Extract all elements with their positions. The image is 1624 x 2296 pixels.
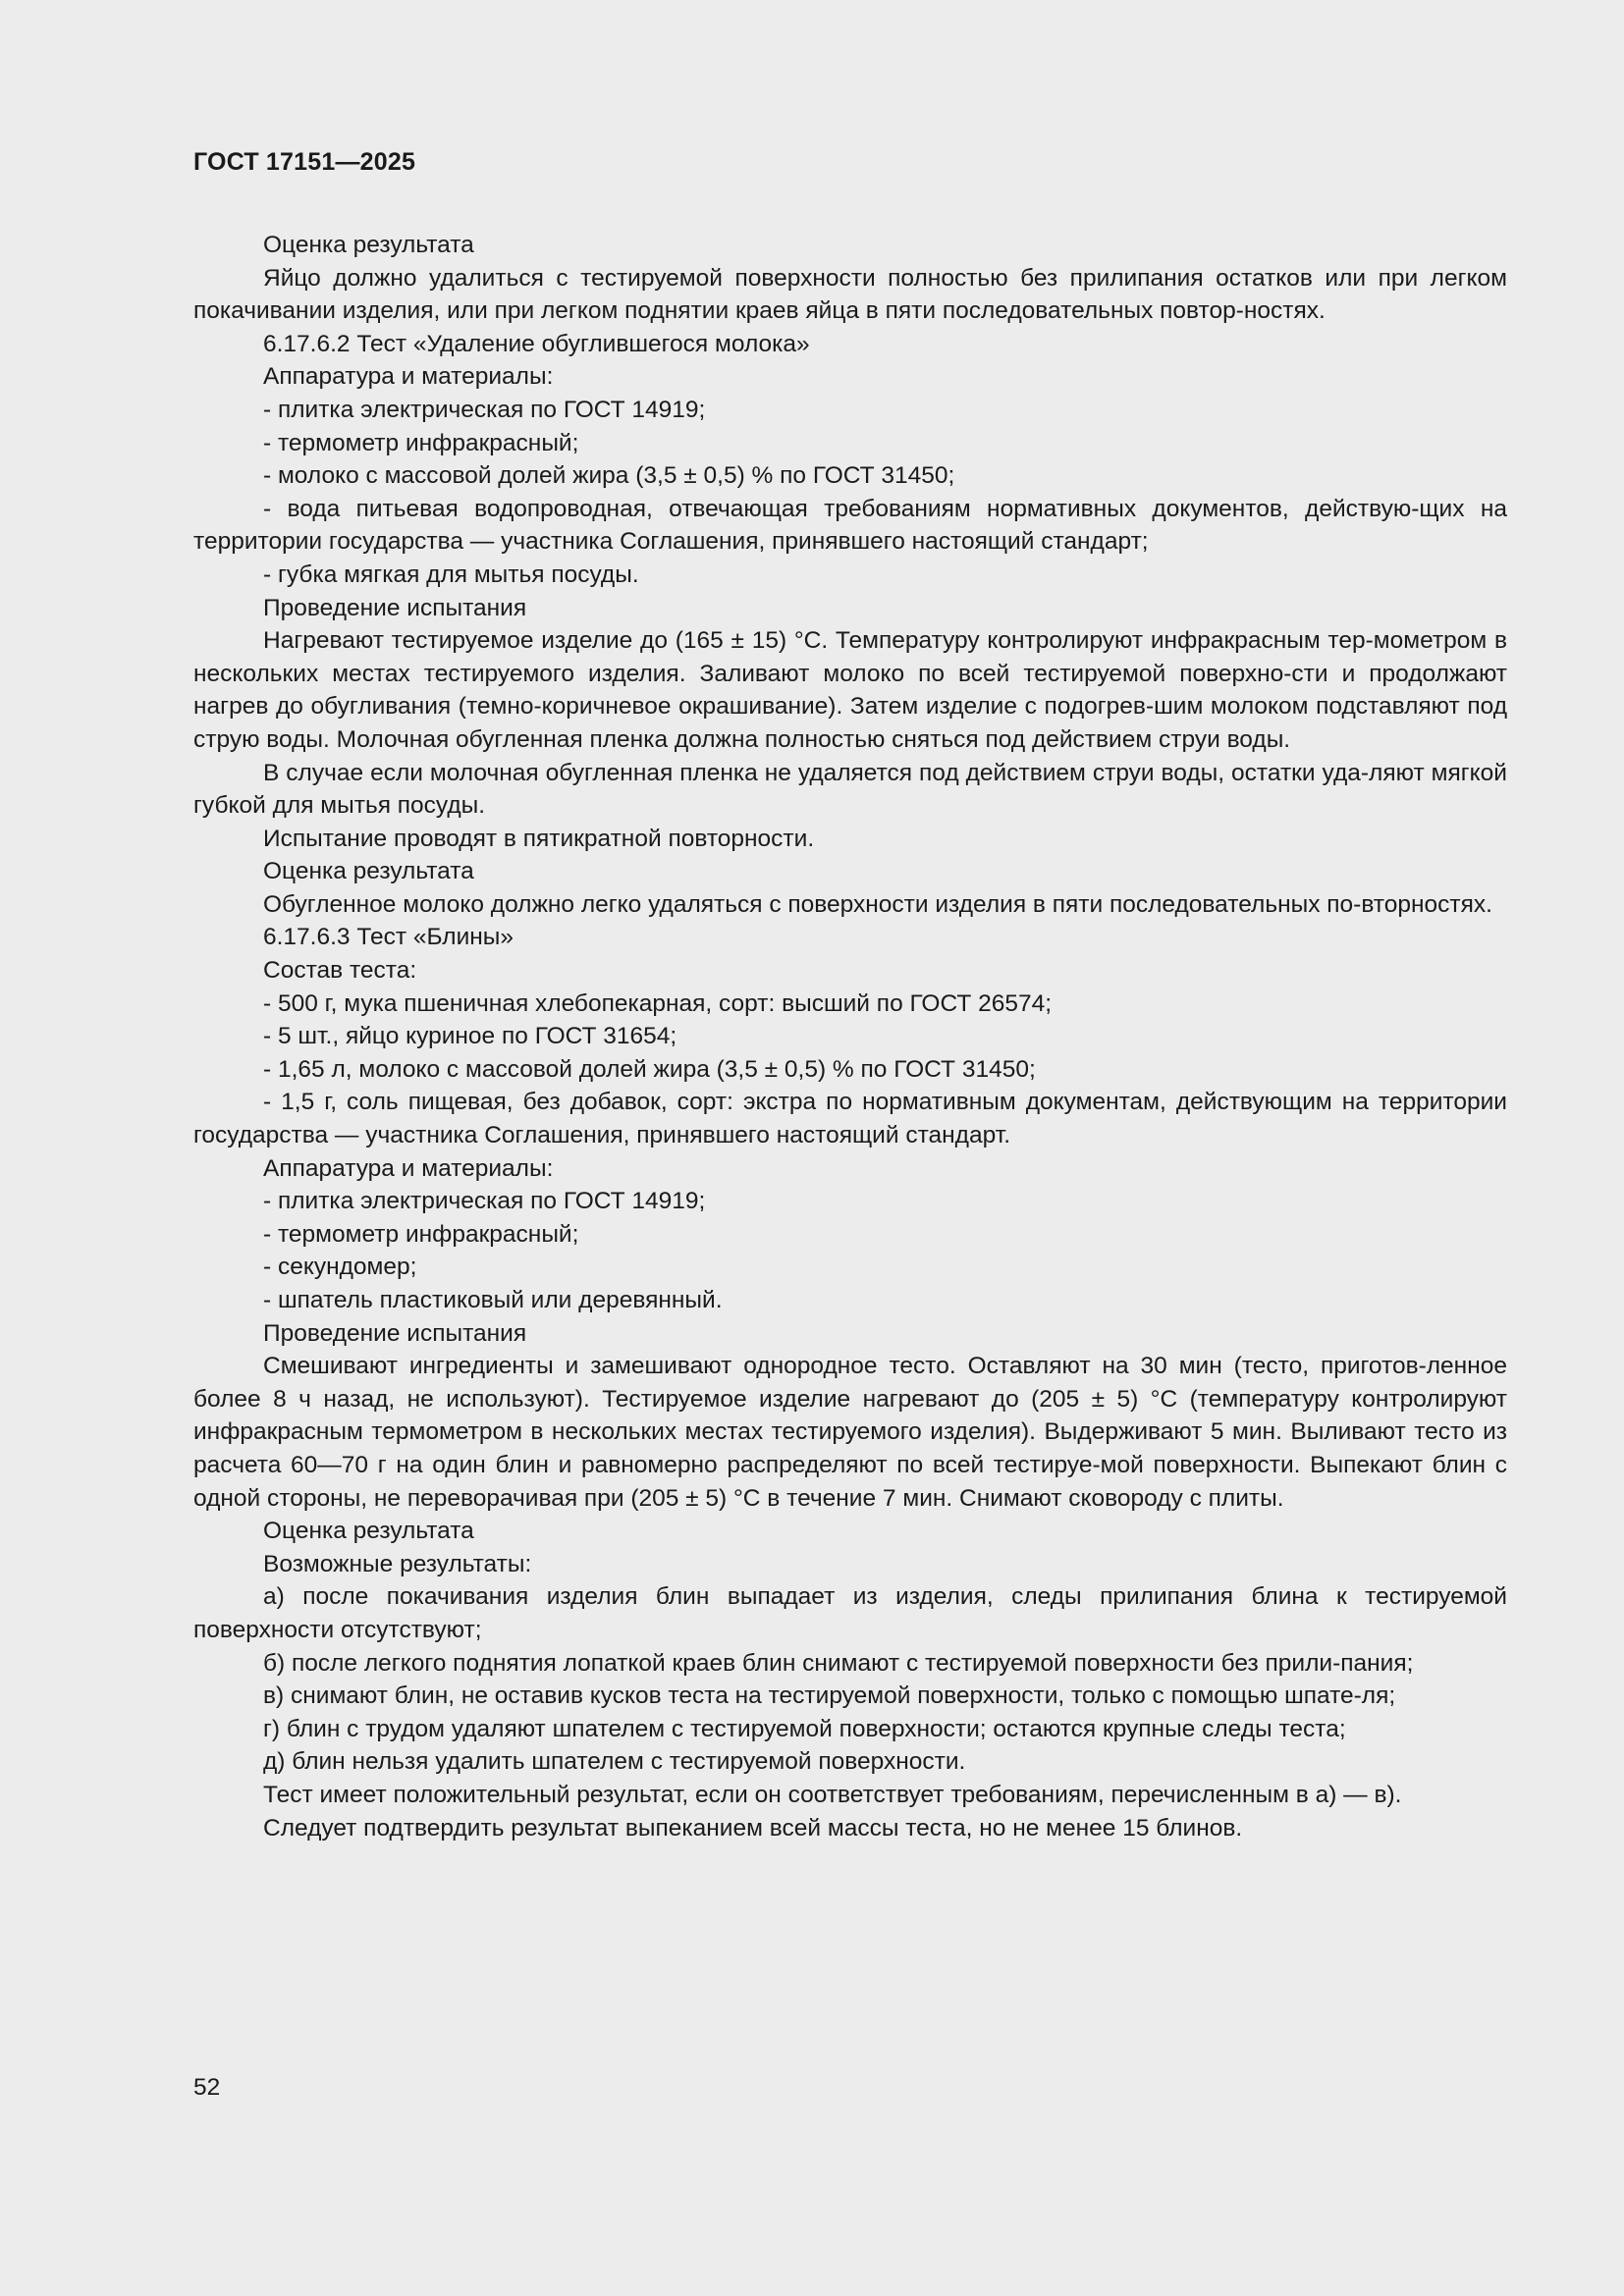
paragraph: Проведение испытания [263,1319,527,1347]
paragraph: - плитка электрическая по ГОСТ 14919; [263,396,706,423]
paragraph: - губка мягкая для мытья посуды. [263,561,639,588]
paragraph: - 1,65 л, молоко с массовой долей жира (3,5 ± 0,5) % по ГОСТ 31450; [263,1055,1036,1083]
paragraph: Тест имеет положительный результат, если он соответствует требованиям, перечисленным в а) — в). [263,1781,1402,1808]
paragraph: Возможные результаты: [263,1550,532,1577]
paragraph: - вода питьевая водопроводная, отвечающая требованиям нормативных документов, действую-щих на территории государства — участника Соглашения, принявшего настоящий стандарт; [193,495,1507,556]
paragraph: Следует подтвердить результат выпеканием всей массы теста, но не менее 15 блинов. [263,1814,1243,1842]
paragraph: Яйцо должно удалиться с тестируемой поверхности полностью без прилипания остатков или при легком покачивании изделия, или при легком поднятии краев яйца в пяти последовательных повтор-ностях. [193,264,1507,325]
page-number: 52 [193,2074,221,2101]
paragraph: Оценка результата [263,858,474,885]
paragraph: Обугленное молоко должно легко удаляться с поверхности изделия в пяти последовательных по-вторностях. [263,890,1492,918]
paragraph: Оценка результата [263,1518,474,1545]
document-header: ГОСТ 17151—2025 [193,148,416,176]
paragraph: - секундомер; [263,1254,417,1281]
paragraph: б) после легкого поднятия лопаткой краев блин снимают с тестируемой поверхности без прили-пания; [263,1649,1414,1677]
paragraph: Оценка результата [263,232,474,258]
paragraph: - молоко с массовой долей жира (3,5 ± 0,5) % по ГОСТ 31450; [263,462,955,490]
paragraph: Смешивают ингредиенты и замешивают однородное тесто. Оставляют на 30 мин (тесто, приготов-ленное более 8 ч назад, не используют). Тестируемое изделие нагревают до (205 ± 5) °С (температуру контролируют инфракрасным термометром в нескольких местах тестируемого изделия). Выдерживают 5 мин. Выливают тесто из расчета 60—70 г на один блин и равномерно распределяют по всей тестируе-мой поверхности. Выпекают блин с одной стороны, не переворачивая при (205 ± 5) °С в течение 7 мин. Снимают сковороду с плиты. [193,1353,1507,1512]
paragraph: а) после покачивания изделия блин выпадает из изделия, следы прилипания блина к тестируемой поверхности отсутствуют; [193,1583,1507,1643]
paragraph: в) снимают блин, не оставив кусков теста на тестируемой поверхности, только с помощью шпате-ля; [263,1682,1396,1710]
paragraph: - термометр инфракрасный; [263,1220,579,1248]
paragraph: В случае если молочная обугленная пленка не удаляется под действием струи воды, остатки уда-ляют мягкой губкой для мытья посуды. [193,759,1507,820]
paragraph: Испытание проводят в пятикратной повторности. [263,825,815,852]
paragraph: - плитка электрическая по ГОСТ 14919; [263,1188,706,1215]
paragraph: Проведение испытания [263,594,527,621]
paragraph: Состав теста: [263,957,417,985]
document-body [193,229,1507,1844]
paragraph: - шпатель пластиковый или деревянный. [263,1287,723,1313]
paragraph: г) блин с трудом удаляют шпателем с тестируемой поверхности; остаются крупные следы теста; [263,1715,1346,1742]
paragraph: д) блин нельзя удалить шпателем с тестируемой поверхности. [263,1748,966,1776]
paragraph: - 500 г, мука пшеничная хлебопекарная, сорт: высший по ГОСТ 26574; [263,989,1053,1017]
paragraph: 6.17.6.2 Тест «Удаление обуглившегося молока» [263,330,810,357]
paragraph: - термометр инфракрасный; [263,429,579,456]
paragraph: 6.17.6.3 Тест «Блины» [263,924,514,951]
paragraph: Аппаратура и материалы: [263,363,554,391]
paragraph: Нагревают тестируемое изделие до (165 ± 15) °С. Температуру контролируют инфракрасным тер-мометром в нескольких местах тестируемого изделия. Заливают молоко по всей тестируемой поверхно-сти и продолжают нагрев до обугливания (темно-коричневое окрашивание). Затем изделие с подогрев-шим молоком подставляют под струю воды. Молочная обугленная пленка должна полностью сняться под действием струи воды. [193,627,1507,753]
paragraph: Аппаратура и материалы: [263,1154,554,1182]
paragraph: - 5 шт., яйцо куриное по ГОСТ 31654; [263,1023,677,1050]
paragraph: - 1,5 г, соль пищевая, без добавок, сорт: экстра по нормативным документам, действующим на территории государства — участника Соглашения, принявшего настоящий стандарт. [193,1089,1507,1149]
